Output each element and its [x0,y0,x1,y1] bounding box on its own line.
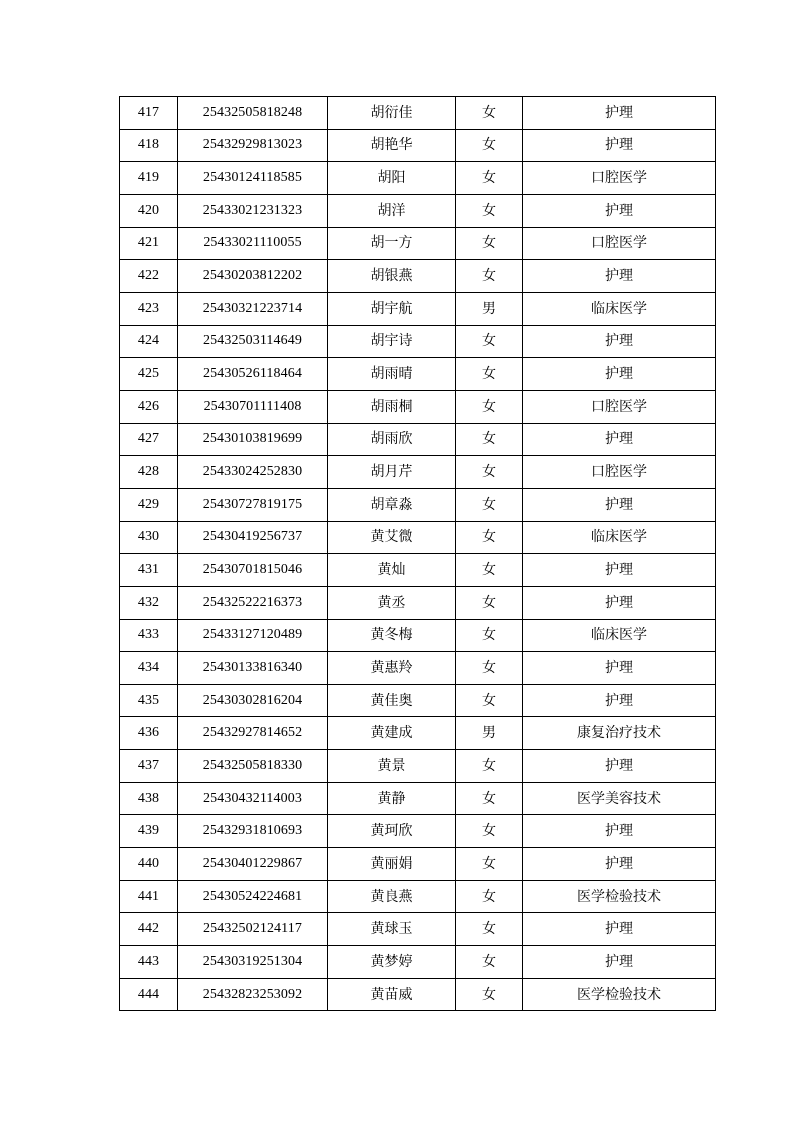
major-cell: 口腔医学 [523,162,716,195]
gender-cell: 女 [456,652,523,685]
student-name-cell: 黄冬梅 [328,619,456,652]
gender-cell: 女 [456,129,523,162]
major-cell: 护理 [523,194,716,227]
table-row [120,162,716,195]
table-row [120,260,716,293]
student-name-cell: 胡月芹 [328,456,456,489]
row-number-cell: 434 [120,652,178,685]
table-row [120,456,716,489]
row-number-cell: 428 [120,456,178,489]
exam-id-cell: 25433021110055 [178,227,328,260]
student-name-cell: 黄丽娟 [328,848,456,881]
exam-id-cell: 25430526118464 [178,358,328,391]
table-row [120,913,716,946]
student-name-cell: 胡洋 [328,194,456,227]
major-cell: 护理 [523,554,716,587]
major-cell: 护理 [523,358,716,391]
gender-cell: 女 [456,227,523,260]
table-row [120,586,716,619]
row-number-cell: 426 [120,390,178,423]
gender-cell: 女 [456,260,523,293]
student-name-cell: 胡一方 [328,227,456,260]
gender-cell: 女 [456,782,523,815]
student-name-cell: 黄佳奥 [328,684,456,717]
student-name-cell: 黄球玉 [328,913,456,946]
gender-cell: 女 [456,880,523,913]
table-row [120,717,716,750]
gender-cell: 女 [456,521,523,554]
student-name-cell: 黄珂欣 [328,815,456,848]
row-number-cell: 419 [120,162,178,195]
table-row [120,750,716,783]
row-number-cell: 420 [120,194,178,227]
row-number-cell: 432 [120,586,178,619]
row-number-cell: 438 [120,782,178,815]
student-name-cell: 胡银燕 [328,260,456,293]
gender-cell: 女 [456,456,523,489]
major-cell: 口腔医学 [523,456,716,489]
row-number-cell: 435 [120,684,178,717]
exam-id-cell: 25430124118585 [178,162,328,195]
exam-id-cell: 25430133816340 [178,652,328,685]
exam-id-cell: 25432503114649 [178,325,328,358]
major-cell: 医学检验技术 [523,880,716,913]
major-cell: 临床医学 [523,619,716,652]
major-cell: 护理 [523,97,716,130]
table-row [120,848,716,881]
table-row [120,423,716,456]
student-name-cell: 黄梦婷 [328,946,456,979]
major-cell: 口腔医学 [523,227,716,260]
exam-id-cell: 25432823253092 [178,978,328,1011]
major-cell: 临床医学 [523,292,716,325]
major-cell: 护理 [523,913,716,946]
gender-cell: 女 [456,750,523,783]
row-number-cell: 436 [120,717,178,750]
gender-cell: 女 [456,946,523,979]
table-row [120,227,716,260]
row-number-cell: 422 [120,260,178,293]
major-cell: 护理 [523,684,716,717]
student-name-cell: 胡宇诗 [328,325,456,358]
gender-cell: 女 [456,913,523,946]
student-name-cell: 黄建成 [328,717,456,750]
major-cell: 护理 [523,815,716,848]
major-cell: 护理 [523,260,716,293]
row-number-cell: 439 [120,815,178,848]
major-cell: 医学美容技术 [523,782,716,815]
major-cell: 护理 [523,946,716,979]
student-name-cell: 胡衍佳 [328,97,456,130]
row-number-cell: 423 [120,292,178,325]
gender-cell: 女 [456,390,523,423]
row-number-cell: 442 [120,913,178,946]
row-number-cell: 424 [120,325,178,358]
row-number-cell: 418 [120,129,178,162]
student-name-cell: 黄景 [328,750,456,783]
exam-id-cell: 25430419256737 [178,521,328,554]
student-name-cell: 黄惠羚 [328,652,456,685]
gender-cell: 男 [456,717,523,750]
major-cell: 护理 [523,750,716,783]
student-name-cell: 黄灿 [328,554,456,587]
row-number-cell: 427 [120,423,178,456]
student-roster-table [119,96,716,1011]
exam-id-cell: 25430203812202 [178,260,328,293]
exam-id-cell: 25430321223714 [178,292,328,325]
row-number-cell: 437 [120,750,178,783]
exam-id-cell: 25430701815046 [178,554,328,587]
row-number-cell: 430 [120,521,178,554]
table-row [120,488,716,521]
gender-cell: 女 [456,554,523,587]
gender-cell: 女 [456,162,523,195]
exam-id-cell: 25433024252830 [178,456,328,489]
student-name-cell: 黄良燕 [328,880,456,913]
student-name-cell: 黄苗威 [328,978,456,1011]
student-name-cell: 胡艳华 [328,129,456,162]
table-row [120,194,716,227]
table-row [120,129,716,162]
gender-cell: 女 [456,488,523,521]
exam-id-cell: 25430701111408 [178,390,328,423]
student-name-cell: 胡雨桐 [328,390,456,423]
gender-cell: 女 [456,325,523,358]
gender-cell: 女 [456,978,523,1011]
exam-id-cell: 25432505818330 [178,750,328,783]
table-row [120,390,716,423]
exam-id-cell: 25430302816204 [178,684,328,717]
exam-id-cell: 25433021231323 [178,194,328,227]
exam-id-cell: 25432927814652 [178,717,328,750]
row-number-cell: 429 [120,488,178,521]
student-name-cell: 黄静 [328,782,456,815]
exam-id-cell: 25433127120489 [178,619,328,652]
table-row [120,619,716,652]
student-name-cell: 黄艾微 [328,521,456,554]
table-row [120,946,716,979]
student-name-cell: 胡阳 [328,162,456,195]
gender-cell: 女 [456,684,523,717]
row-number-cell: 431 [120,554,178,587]
exam-id-cell: 25430524224681 [178,880,328,913]
row-number-cell: 440 [120,848,178,881]
table-row [120,97,716,130]
table-row [120,521,716,554]
table-row [120,358,716,391]
gender-cell: 女 [456,97,523,130]
table-row [120,292,716,325]
gender-cell: 男 [456,292,523,325]
gender-cell: 女 [456,619,523,652]
major-cell: 护理 [523,129,716,162]
student-name-cell: 胡雨欣 [328,423,456,456]
table-row [120,880,716,913]
exam-id-cell: 25432522216373 [178,586,328,619]
gender-cell: 女 [456,358,523,391]
table-row [120,978,716,1011]
student-name-cell: 胡章淼 [328,488,456,521]
exam-id-cell: 25430432114003 [178,782,328,815]
exam-id-cell: 25432502124117 [178,913,328,946]
exam-id-cell: 25430401229867 [178,848,328,881]
table-row [120,325,716,358]
table-row [120,815,716,848]
major-cell: 护理 [523,652,716,685]
major-cell: 护理 [523,423,716,456]
row-number-cell: 444 [120,978,178,1011]
gender-cell: 女 [456,194,523,227]
row-number-cell: 441 [120,880,178,913]
table-body [120,97,716,1011]
table-row [120,652,716,685]
exam-id-cell: 25432929813023 [178,129,328,162]
major-cell: 康复治疗技术 [523,717,716,750]
gender-cell: 女 [456,586,523,619]
exam-id-cell: 25432931810693 [178,815,328,848]
major-cell: 护理 [523,848,716,881]
exam-id-cell: 25432505818248 [178,97,328,130]
student-name-cell: 黄丞 [328,586,456,619]
major-cell: 护理 [523,586,716,619]
major-cell: 口腔医学 [523,390,716,423]
gender-cell: 女 [456,423,523,456]
gender-cell: 女 [456,815,523,848]
row-number-cell: 443 [120,946,178,979]
exam-id-cell: 25430103819699 [178,423,328,456]
row-number-cell: 417 [120,97,178,130]
student-name-cell: 胡宇航 [328,292,456,325]
table-row [120,782,716,815]
row-number-cell: 433 [120,619,178,652]
major-cell: 临床医学 [523,521,716,554]
row-number-cell: 425 [120,358,178,391]
gender-cell: 女 [456,848,523,881]
student-name-cell: 胡雨晴 [328,358,456,391]
exam-id-cell: 25430319251304 [178,946,328,979]
major-cell: 医学检验技术 [523,978,716,1011]
row-number-cell: 421 [120,227,178,260]
major-cell: 护理 [523,488,716,521]
table-row [120,684,716,717]
table-row [120,554,716,587]
major-cell: 护理 [523,325,716,358]
exam-id-cell: 25430727819175 [178,488,328,521]
